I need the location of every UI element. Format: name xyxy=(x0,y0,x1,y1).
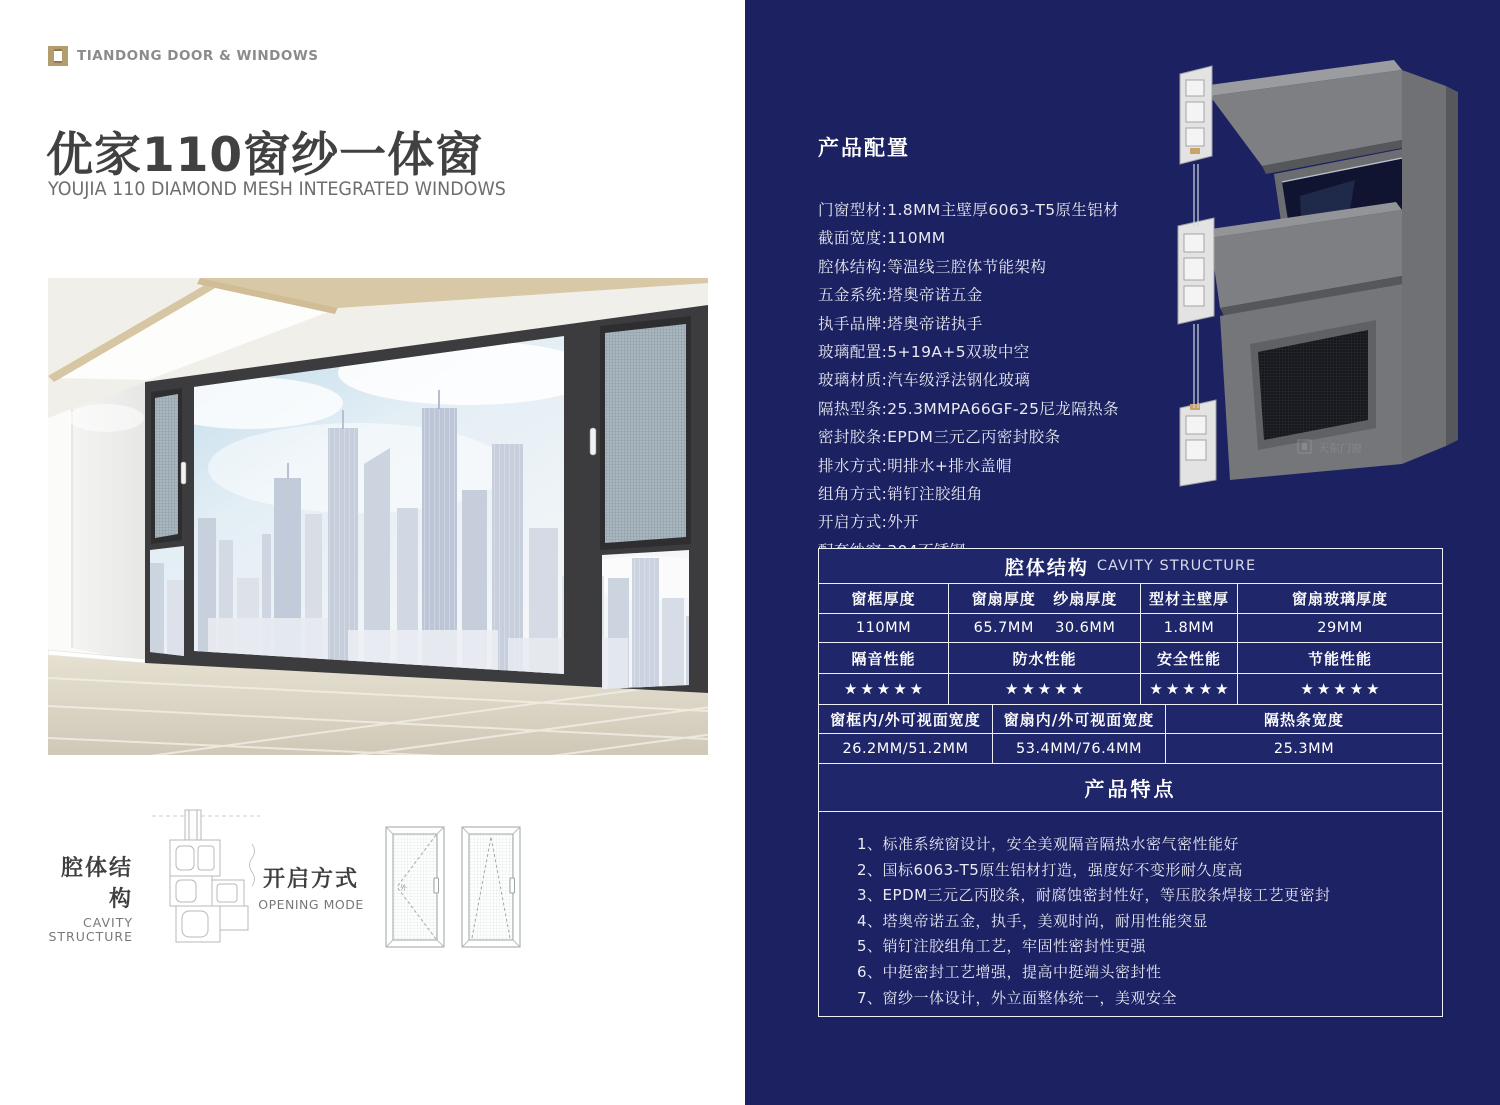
table-title: 腔体结构 CAVITY STRUCTURE xyxy=(819,549,1442,583)
header-wall-thickness: 型材主壁厚 xyxy=(1141,584,1238,613)
brand-logo xyxy=(48,46,318,66)
left-window-handle xyxy=(181,462,186,484)
opening-label-en: OPENING MODE xyxy=(258,897,364,912)
header-glass-thickness: 窗扇玻璃厚度 xyxy=(1238,584,1442,613)
config-item: 门窗型材:1.8MM主壁厚6063-T5原生铝材 xyxy=(818,201,1120,219)
cavity-label-en: CAVITY STRUCTURE xyxy=(48,915,133,944)
value-thermal-strip-width: 25.3MM xyxy=(1166,734,1442,763)
header-frame-visible-width: 窗框内/外可视面宽度 xyxy=(819,705,993,733)
config-item: 腔体结构:等温线三腔体节能架构 xyxy=(818,257,1047,276)
value-sash-visible-width: 53.4MM/76.4MM xyxy=(993,734,1166,763)
header-safety: 安全性能 xyxy=(1141,643,1238,673)
casement-opening-diagram xyxy=(385,826,445,948)
profile-section-drawing xyxy=(148,806,266,958)
header-energy: 节能性能 xyxy=(1238,643,1442,673)
config-item: 截面宽度:110MM xyxy=(818,229,946,248)
door-logo-icon xyxy=(48,46,68,66)
left-mesh-panel xyxy=(155,394,178,538)
header-thermal-strip-width: 隔热条宽度 xyxy=(1166,705,1442,733)
feature-item: 2、国标6063-T5原生铝材打造，强度好不变形耐久度高 xyxy=(857,860,1243,879)
stars-waterproof: ★★★★★ xyxy=(949,674,1141,704)
header-soundproof: 隔音性能 xyxy=(819,643,949,673)
stars-safety: ★★★★★ xyxy=(1141,674,1238,704)
header-frame-thickness: 窗框厚度 xyxy=(819,584,949,613)
config-heading: 产品配置 xyxy=(818,136,910,160)
value-frame-thickness: 110MM xyxy=(819,614,949,642)
opening-label-cn: 开启方式 xyxy=(262,867,359,892)
room-photo xyxy=(48,278,708,755)
page-subtitle: YOUJIA 110 DIAMOND MESH INTEGRATED WINDOWS xyxy=(48,178,506,200)
header-sash-mesh-thickness: 窗扇厚度 纱扇厚度 xyxy=(949,584,1141,613)
config-item: 玻璃材质:汽车级浮法钢化玻璃 xyxy=(818,371,1031,390)
cavity-structure-label xyxy=(38,851,133,944)
feature-item: 1、标准系统窗设计，安全美观隔音隔热水密气密性能好 xyxy=(857,835,1240,853)
features-heading: 产品特点 xyxy=(819,764,1442,811)
config-item: 玻璃配置:5+19A+5双玻中空 xyxy=(818,343,1030,362)
brand-name: TIANDONG DOOR & WINDOWS xyxy=(77,48,319,64)
cavity-structure-table xyxy=(818,548,1443,1017)
svg-text:天东门窗: 天东门窗 xyxy=(1318,442,1362,455)
feature-item: 7、窗纱一体设计，外立面整体统一，美观安全 xyxy=(857,988,1178,1007)
feature-item: 6、中挺密封工艺增强，提高中挺端头密封性 xyxy=(857,962,1162,981)
stars-energy: ★★★★★ xyxy=(1238,674,1442,704)
config-item: 五金系统:塔奥帝诺五金 xyxy=(818,286,983,305)
config-list xyxy=(818,196,1119,565)
value-glass-thickness: 29MM xyxy=(1238,614,1442,642)
right-panel xyxy=(745,0,1500,1105)
right-window-handle xyxy=(590,428,596,455)
cavity-label-cn: 腔体结构 xyxy=(60,856,133,912)
feature-item: 4、塔奥帝诺五金，执手，美观时尚，耐用性能突显 xyxy=(857,911,1209,930)
feature-item: 3、EPDM三元乙丙胶条，耐腐蚀密封性好，等压胶条焊接工艺更密封 xyxy=(857,886,1331,905)
profile-3d-render xyxy=(1150,28,1490,488)
svg-text:外: 外 xyxy=(400,884,407,892)
config-item: 组角方式:销钉注胶组角 xyxy=(818,485,983,504)
features-list xyxy=(819,812,1442,1016)
right-mesh-panel xyxy=(605,324,686,543)
opening-mode-label xyxy=(255,862,367,912)
stars-soundproof: ★★★★★ xyxy=(819,674,949,704)
feature-item: 5、销钉注胶组角工艺，牢固性密封性更强 xyxy=(857,937,1147,956)
header-waterproof: 防水性能 xyxy=(949,643,1141,673)
value-sash-mesh-thickness: 65.7MM 30.6MM xyxy=(949,614,1141,642)
page-title: 优家110窗纱一体窗 xyxy=(46,128,484,183)
header-sash-visible-width: 窗扇内/外可视面宽度 xyxy=(993,705,1166,733)
config-item: 密封胶条:EPDM三元乙丙密封胶条 xyxy=(818,428,1061,447)
hopper-opening-diagram xyxy=(461,826,521,948)
value-wall-thickness: 1.8MM xyxy=(1141,614,1238,642)
config-item: 排水方式:明排水+排水盖帽 xyxy=(818,456,1012,475)
config-item: 开启方式:外开 xyxy=(818,513,920,532)
value-frame-visible-width: 26.2MM/51.2MM xyxy=(819,734,993,763)
config-item: 执手品牌:塔奥帝诺执手 xyxy=(818,314,983,333)
config-item: 隔热型条:25.3MMPA66GF-25尼龙隔热条 xyxy=(818,399,1119,418)
